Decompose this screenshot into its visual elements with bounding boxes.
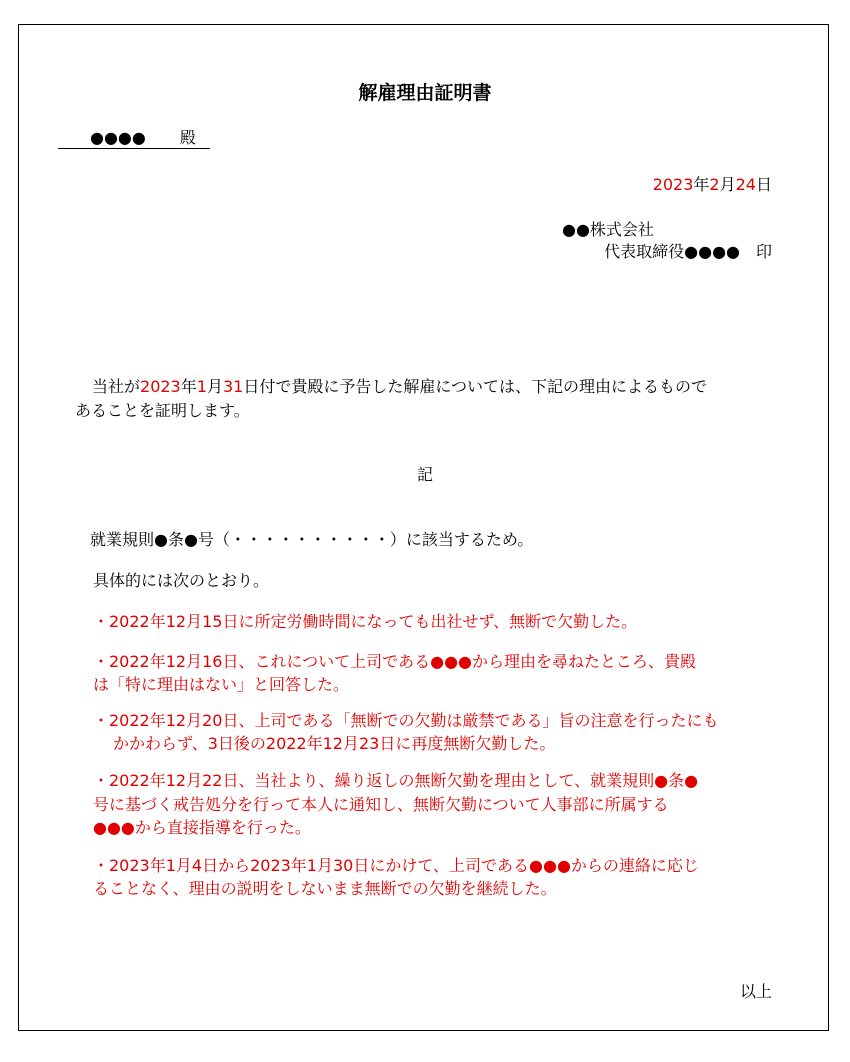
issuer-company: ●●株式会社 xyxy=(562,220,654,239)
item-3-line-1: ・2022年12月20日、上司である「無断での欠勤は厳禁である」旨の注意を行ったにも xyxy=(93,711,719,730)
rule-clause: 就業規則●条●号（・・・・・・・・・・）に該当するため。 xyxy=(90,530,534,549)
date-year: 2023 xyxy=(652,175,694,194)
item-5-line-1: ・2023年1月4日から2023年1月30日にかけて、上司である●●●からの連絡に応じ xyxy=(93,856,699,875)
item-3-line-2: かかわらず、3日後の2022年12月23日に再度無断欠勤した。 xyxy=(113,734,556,753)
body-year-unit: 年 xyxy=(180,377,197,396)
body-prefix: 当社が xyxy=(92,377,141,396)
issuer-representative: 代表取締役●●●● 印 xyxy=(604,242,772,261)
date-month-unit: 月 xyxy=(719,175,736,194)
ki-heading: 記 xyxy=(416,465,433,484)
item-2-line-1: ・2022年12月16日、これについて上司である●●●から理由を尋ねたところ、貴殿 xyxy=(93,652,697,671)
body-month: 1 xyxy=(196,377,207,396)
item-4-line-2: 号に基づく戒告処分を行って本人に通知し、無断欠勤について人事部に所属する xyxy=(93,795,669,814)
item-5-line-2: ることなく、理由の説明をしないまま無断での欠勤を継続した。 xyxy=(93,879,557,898)
addressee-name: ●●●● xyxy=(90,128,146,147)
body-day: 31 xyxy=(222,377,244,396)
date-day: 24 xyxy=(735,175,756,194)
issue-date xyxy=(653,175,772,195)
item-4-line-1: ・2022年12月22日、当社より、繰り返しの無断欠勤を理由として、就業規則●条● xyxy=(93,771,699,790)
addressee-honorific: 殿 xyxy=(179,128,196,147)
body-line-1 xyxy=(92,377,707,397)
item-1-line-1: ・2022年12月15日に所定労働時間になっても出社せず、無断で欠勤した。 xyxy=(93,612,638,631)
body-line-2: あることを証明します。 xyxy=(75,401,250,420)
date-day-unit: 日 xyxy=(755,175,772,194)
specifics-intro: 具体的には次のとおり。 xyxy=(93,571,270,590)
date-month: 2 xyxy=(709,175,720,194)
item-2-line-2: は「特に理由はない」と回答した。 xyxy=(93,675,350,694)
body-year: 2023 xyxy=(140,377,181,396)
date-year-unit: 年 xyxy=(693,175,710,194)
body-month-unit: 月 xyxy=(206,377,223,396)
addressee xyxy=(58,128,210,149)
item-4-line-3: ●●●から直接指導を行った。 xyxy=(93,818,311,837)
closing: 以上 xyxy=(739,982,772,1001)
body-rest: 日付で貴殿に予告した解雇については、下記の理由によるもので xyxy=(243,377,707,396)
document-title: 解雇理由証明書 xyxy=(358,82,492,104)
